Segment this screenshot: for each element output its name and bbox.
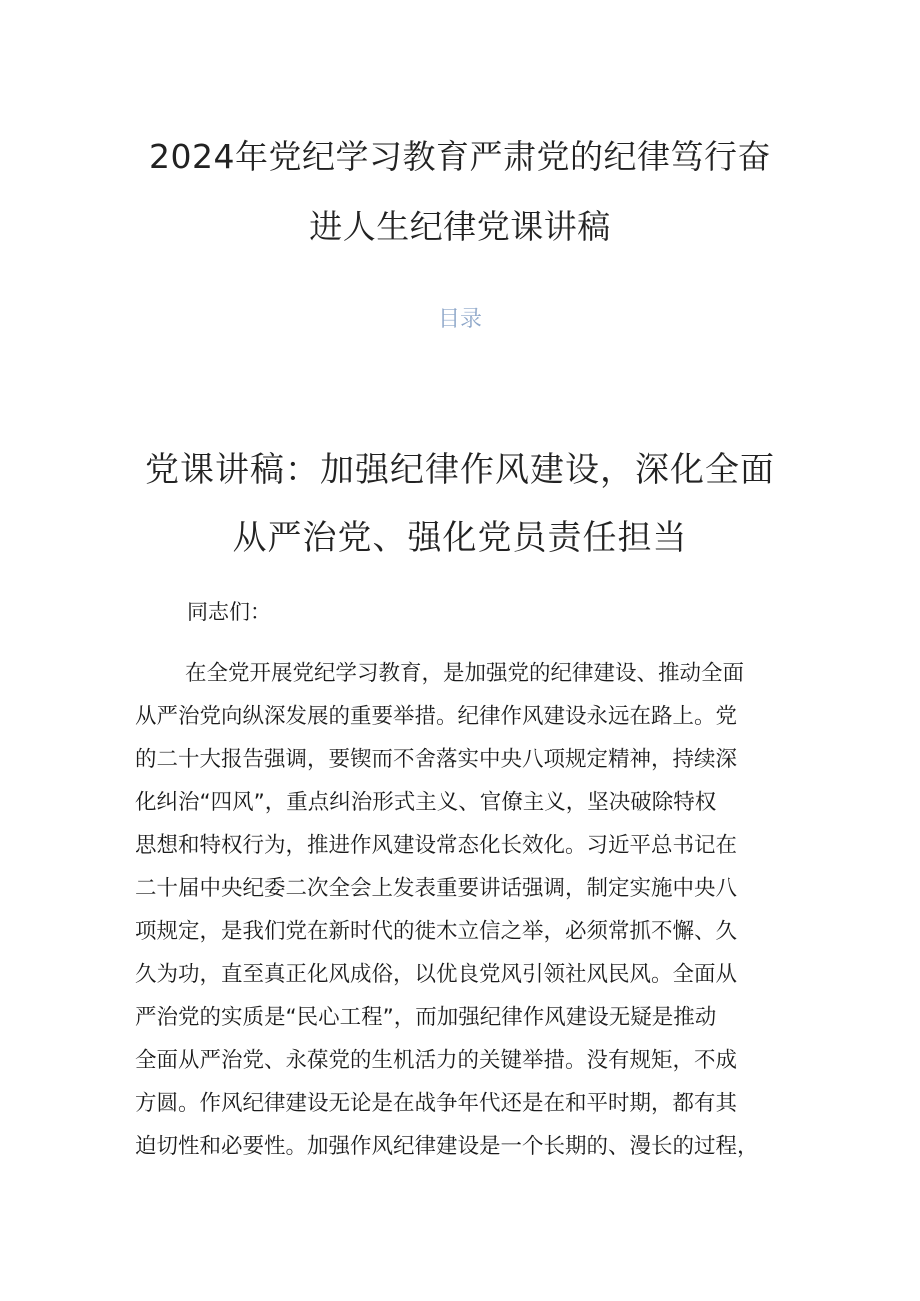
- paragraph-line: 项规定，是我们党在新时代的徙木立信之举，必须常抓不懈、久: [135, 919, 738, 944]
- body-paragraph: [135, 652, 787, 1168]
- section-title-line-1: 党课讲稿：加强纪律作风建设，深化全面: [145, 450, 775, 490]
- section-title-line-2: 从严治党、强化党员责任担当: [232, 518, 688, 558]
- paragraph-line: 二十届中央纪委二次全会上发表重要讲话强调，制定实施中央八: [135, 876, 738, 901]
- document-title-line-2: 进人生纪律党课讲稿: [309, 207, 611, 246]
- paragraph-line: 思想和特权行为，推进作风建设常态化长效化。习近平总书记在: [135, 833, 738, 858]
- document-title: [120, 122, 800, 262]
- paragraph-line: 在全党开展党纪学习教育，是加强党的纪律建设、推动全面: [185, 661, 745, 686]
- paragraph-line: 全面从严治党、永葆党的生机活力的关键举措。没有规矩，不成: [135, 1048, 738, 1073]
- greeting: 同志们：: [187, 600, 271, 624]
- paragraph-line: 的二十大报告强调，要锲而不舍落实中央八项规定精神，持续深: [135, 747, 738, 772]
- paragraph-line: 迫切性和必要性。加强作风纪律建设是一个长期的、漫长的过程，: [135, 1134, 759, 1159]
- document-title-line-1: 2024年党纪学习教育严肃党的纪律笃行奋: [149, 137, 771, 176]
- paragraph-line: 从严治党向纵深发展的重要举措。纪律作风建设永远在路上。党: [135, 704, 738, 729]
- paragraph-line: 严治党的实质是“民心工程”，而加强纪律作风建设无疑是推动: [135, 1005, 717, 1030]
- paragraph-line: 方圆。作风纪律建设无论是在战争年代还是在和平时期，都有其: [135, 1091, 738, 1116]
- paragraph-line: 化纠治“四风”，重点纠治形式主义、官僚主义，坚决破除特权: [135, 790, 717, 815]
- toc-label[interactable]: 目录: [437, 307, 482, 332]
- section-title: [100, 436, 820, 572]
- paragraph-line: 久为功，直至真正化风成俗，以优良党风引领社风民风。全面从: [135, 962, 738, 987]
